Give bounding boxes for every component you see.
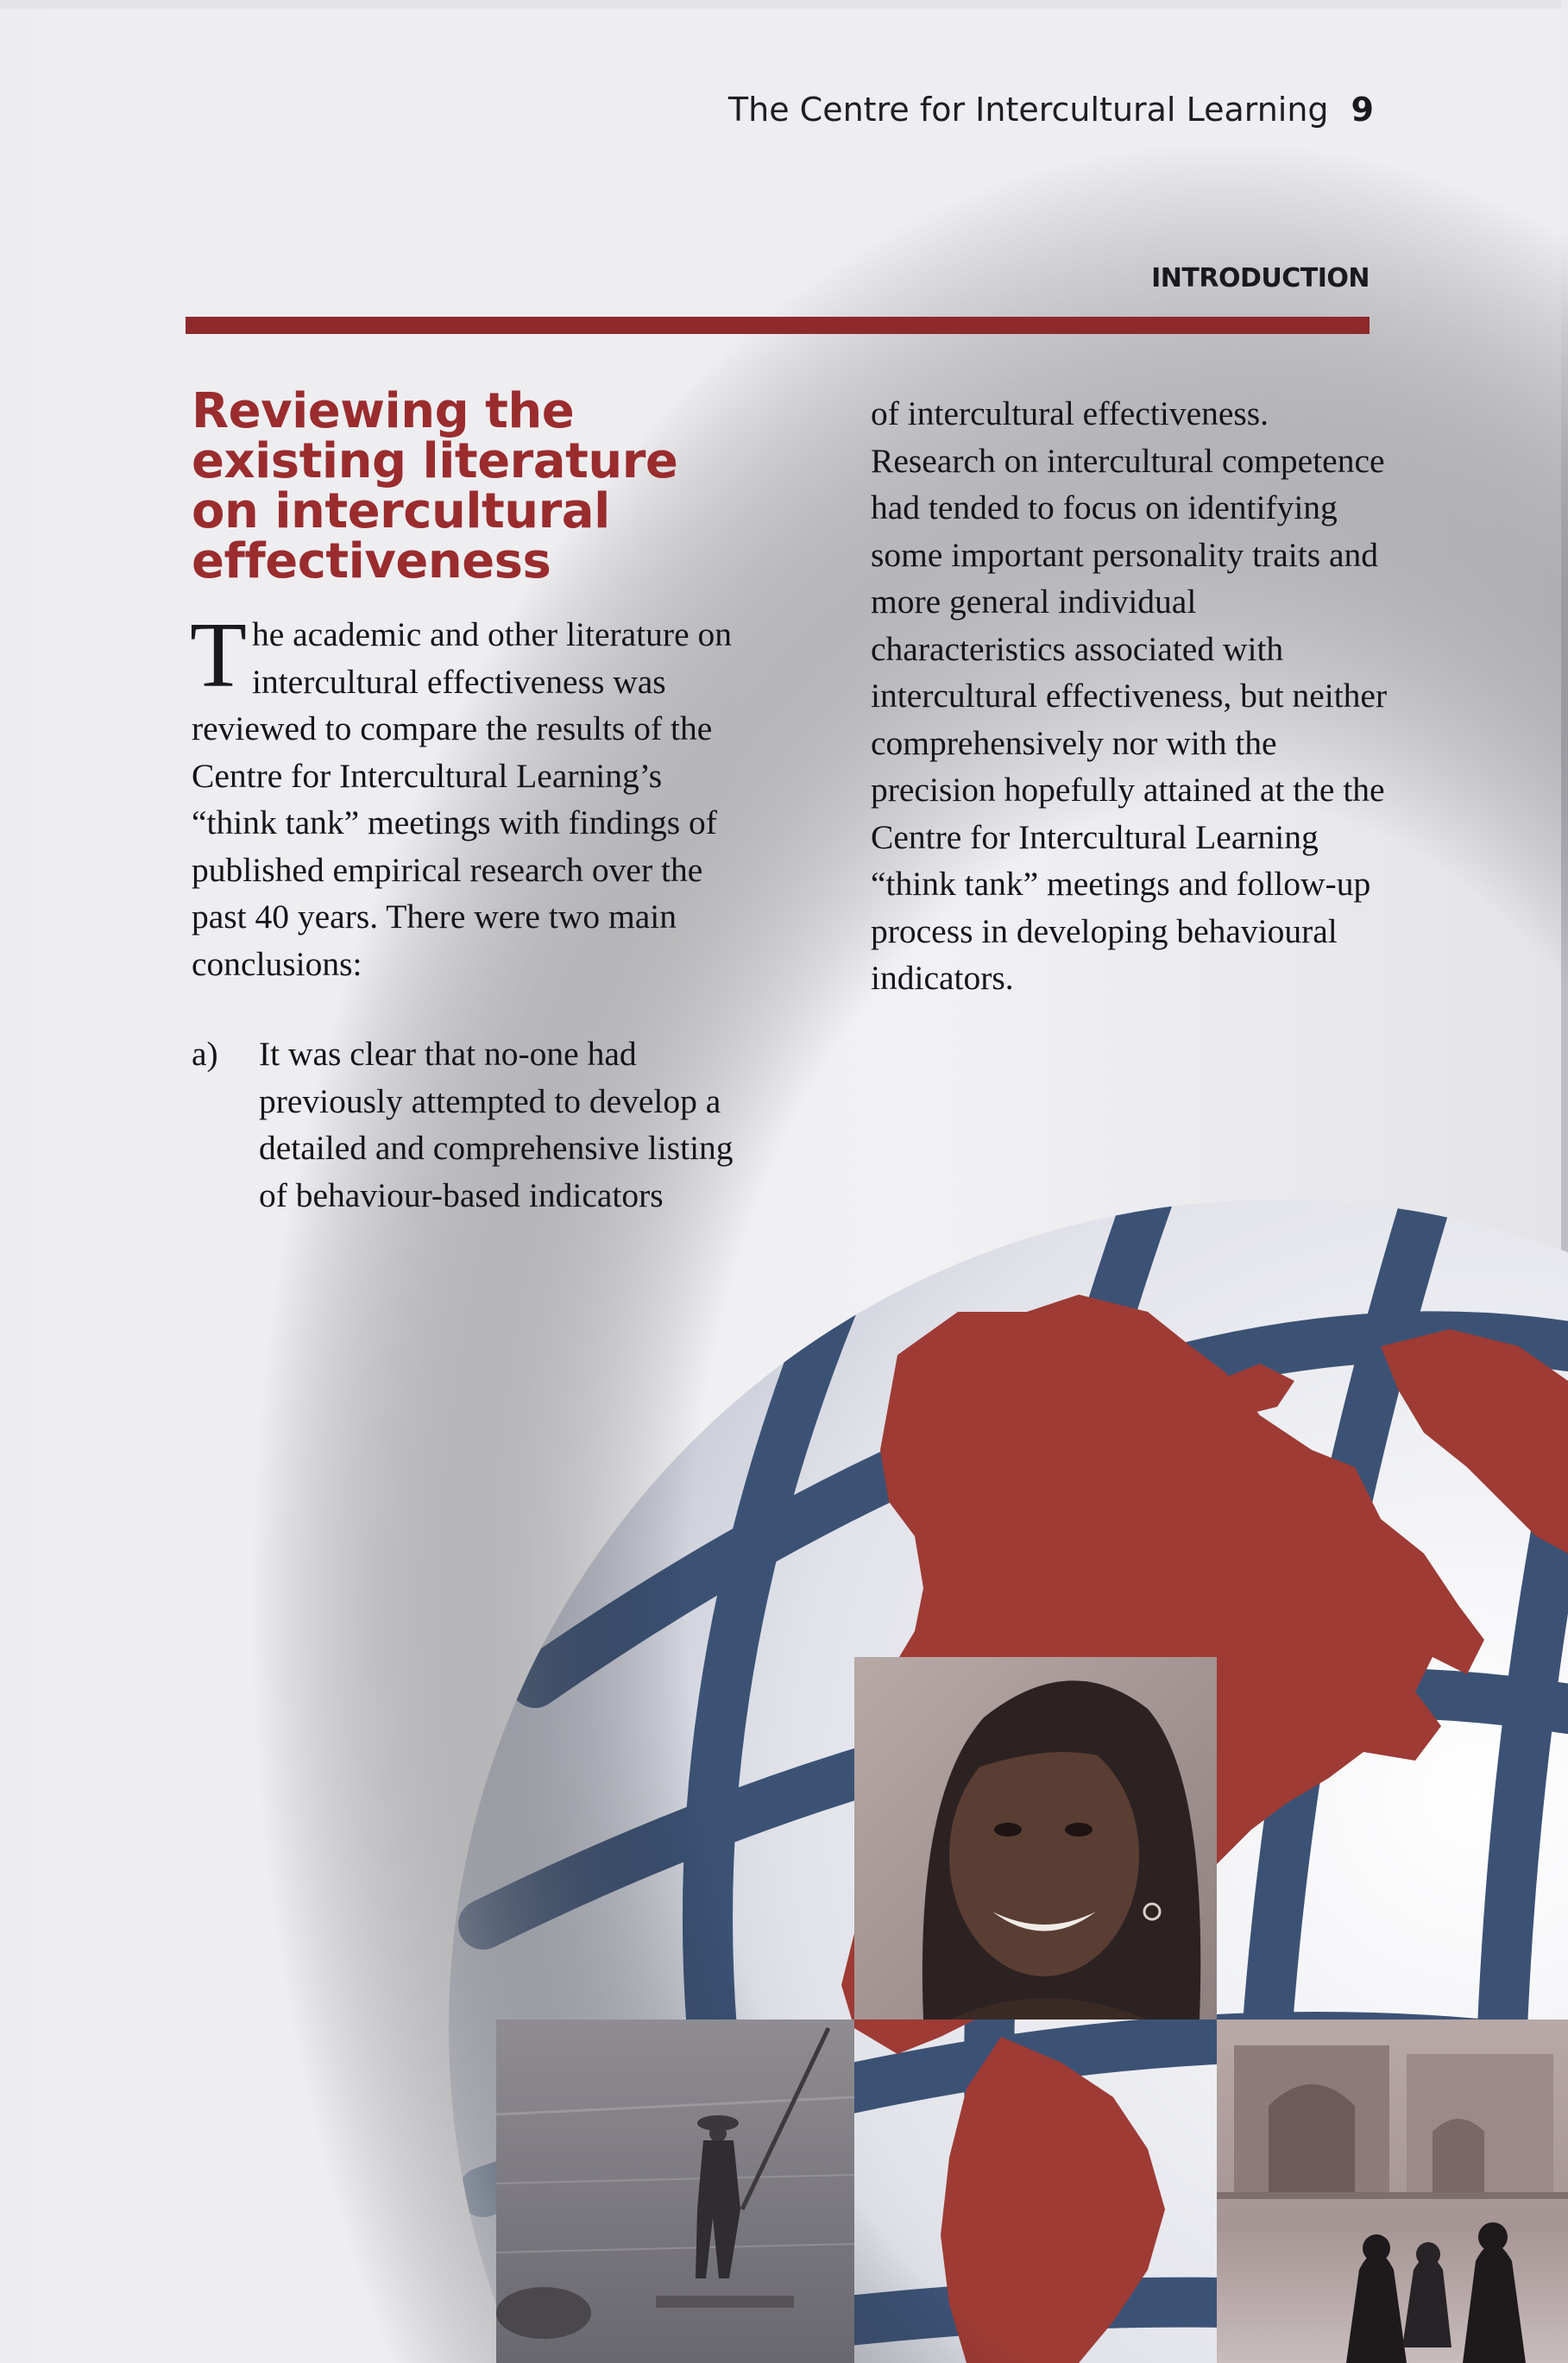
photo-fisherman [496,2020,854,2363]
list-text-a: It was clear that no-one had previously attempted to develop a detailed and comprehensive listing of behaviour-based indicators [259,1035,734,1214]
photo-portrait [854,1657,1217,2020]
section-label: INTRODUCTION [1151,263,1370,293]
intro-text: he academic and other literature on intercultural effectiveness was reviewed to compare the results of the Centre for Intercultural Learning’s “think tank” meetings with findings of published empirical research over the past 40 years. There were two main conclusions: [192,615,732,983]
running-head [728,91,1374,129]
section-rule [186,317,1370,334]
left-column [190,383,753,1219]
continuation-paragraph: of intercultural effectiveness. Research on intercultural competence had tended to focus on identifying some important personality traits and more general individual characteristics associated with intercultural effectiveness, but neither comprehensively nor with the precision hopefully attained at the the Centre for Intercultural Learning “think tank” meetings and follow-up process in developing behavioural indicators. [871,394,1388,997]
list-marker-a: a) [192,1035,218,1073]
right-column [871,390,1389,1002]
article-headline: Reviewing the existing literature on intercultural effectiveness [192,383,678,589]
intro-paragraph [190,604,753,987]
running-head-title: The Centre for Intercultural Learning [727,91,1329,129]
page-number: 9 [1351,91,1374,129]
photo-mosque [1217,2020,1568,2363]
drop-cap: T [190,604,247,707]
list-item-a [192,1030,753,1219]
